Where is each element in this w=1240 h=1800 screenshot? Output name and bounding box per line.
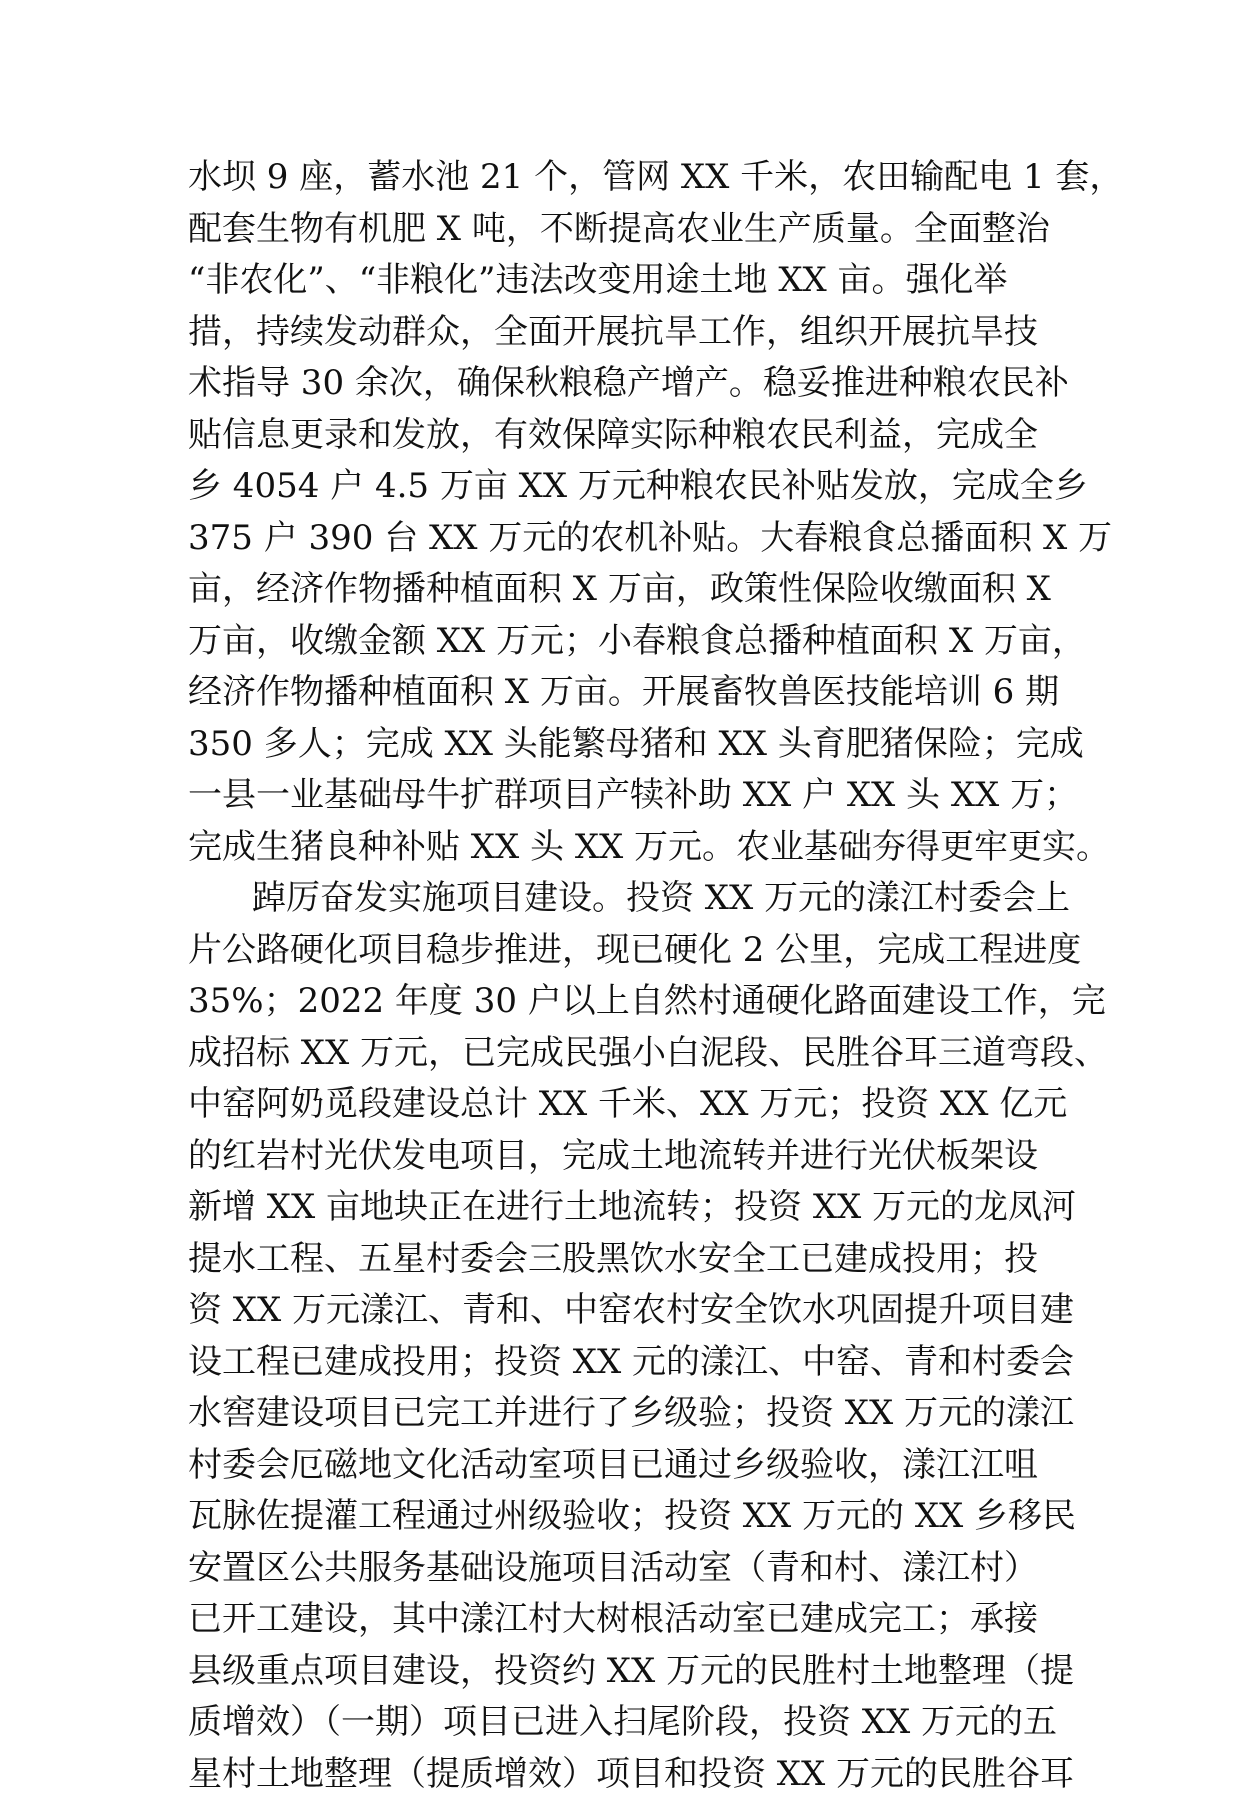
text-line: 已开工建设，其中漾江村大树根活动室已建成完工；承接 [188, 1594, 1088, 1646]
text-line: 资 XX 万元漾江、青和、中窑农村安全饮水巩固提升项目建 [188, 1285, 1088, 1337]
text-line: 375 户 390 台 XX 万元的农机补贴。大春粮食总播面积 X 万 [188, 513, 1088, 565]
text-line: 瓦脉佐提灌工程通过州级验收；投资 XX 万元的 XX 乡移民 [188, 1491, 1088, 1543]
text-line: 措，持续发动群众，全面开展抗旱工作，组织开展抗旱技 [188, 307, 1088, 359]
text-line: 亩，经济作物播种植面积 X 万亩，政策性保险收缴面积 X [188, 564, 1088, 616]
text-line: 成招标 XX 万元，已完成民强小白泥段、民胜谷耳三道弯段、 [188, 1028, 1088, 1080]
text-line: 完成生猪良种补贴 XX 头 XX 万元。农业基础夯得更牢更实。 [188, 822, 1088, 874]
text-line: 星村土地整理（提质增效）项目和投资 XX 万元的民胜谷耳 [188, 1749, 1088, 1800]
text-line: 质增效）（一期）项目已进入扫尾阶段，投资 XX 万元的五 [188, 1697, 1088, 1749]
text-line: 村委会厄磁地文化活动室项目已通过乡级验收，漾江江咀 [188, 1440, 1088, 1492]
text-line: 万亩，收缴金额 XX 万元；小春粮食总播种植面积 X 万亩， [188, 616, 1088, 668]
text-line: 一县一业基础母牛扩群项目产犊补助 XX 户 XX 头 XX 万； [188, 770, 1088, 822]
text-line: 350 多人；完成 XX 头能繁母猪和 XX 头育肥猪保险；完成 [188, 719, 1088, 771]
text-line: 片公路硬化项目稳步推进，现已硬化 2 公里，完成工程进度 [188, 925, 1088, 977]
text-line: 县级重点项目建设，投资约 XX 万元的民胜村土地整理（提 [188, 1646, 1088, 1698]
text-line: 提水工程、五星村委会三股黑饮水安全工已建成投用；投 [188, 1234, 1088, 1286]
text-line: 新增 XX 亩地块正在进行土地流转；投资 XX 万元的龙凤河 [188, 1182, 1088, 1234]
text-line: 配套生物有机肥 X 吨，不断提高农业生产质量。全面整治 [188, 204, 1088, 256]
body-text [188, 152, 1088, 1800]
paragraph-start-line: 踔厉奋发实施项目建设。投资 XX 万元的漾江村委会上 [188, 873, 1088, 925]
text-line: “非农化”、“非粮化”违法改变用途土地 XX 亩。强化举 [188, 255, 1088, 307]
text-line: 的红岩村光伏发电项目，完成土地流转并进行光伏板架设 [188, 1131, 1088, 1183]
text-line: 水窖建设项目已完工并进行了乡级验；投资 XX 万元的漾江 [188, 1388, 1088, 1440]
text-line: 贴信息更录和发放，有效保障实际种粮农民利益，完成全 [188, 410, 1088, 462]
text-line: 设工程已建成投用；投资 XX 元的漾江、中窑、青和村委会 [188, 1337, 1088, 1389]
text-line: 35%；2022 年度 30 户以上自然村通硬化路面建设工作，完 [188, 976, 1088, 1028]
text-line: 经济作物播种植面积 X 万亩。开展畜牧兽医技能培训 6 期 [188, 667, 1088, 719]
text-line: 乡 4054 户 4.5 万亩 XX 万元种粮农民补贴发放，完成全乡 [188, 461, 1088, 513]
text-line: 安置区公共服务基础设施项目活动室（青和村、漾江村） [188, 1543, 1088, 1595]
text-line: 术指导 30 余次，确保秋粮稳产增产。稳妥推进种粮农民补 [188, 358, 1088, 410]
text-line: 中窑阿奶觅段建设总计 XX 千米、XX 万元；投资 XX 亿元 [188, 1079, 1088, 1131]
text-line: 水坝 9 座，蓄水池 21 个，管网 XX 千米，农田输配电 1 套， [188, 152, 1088, 204]
